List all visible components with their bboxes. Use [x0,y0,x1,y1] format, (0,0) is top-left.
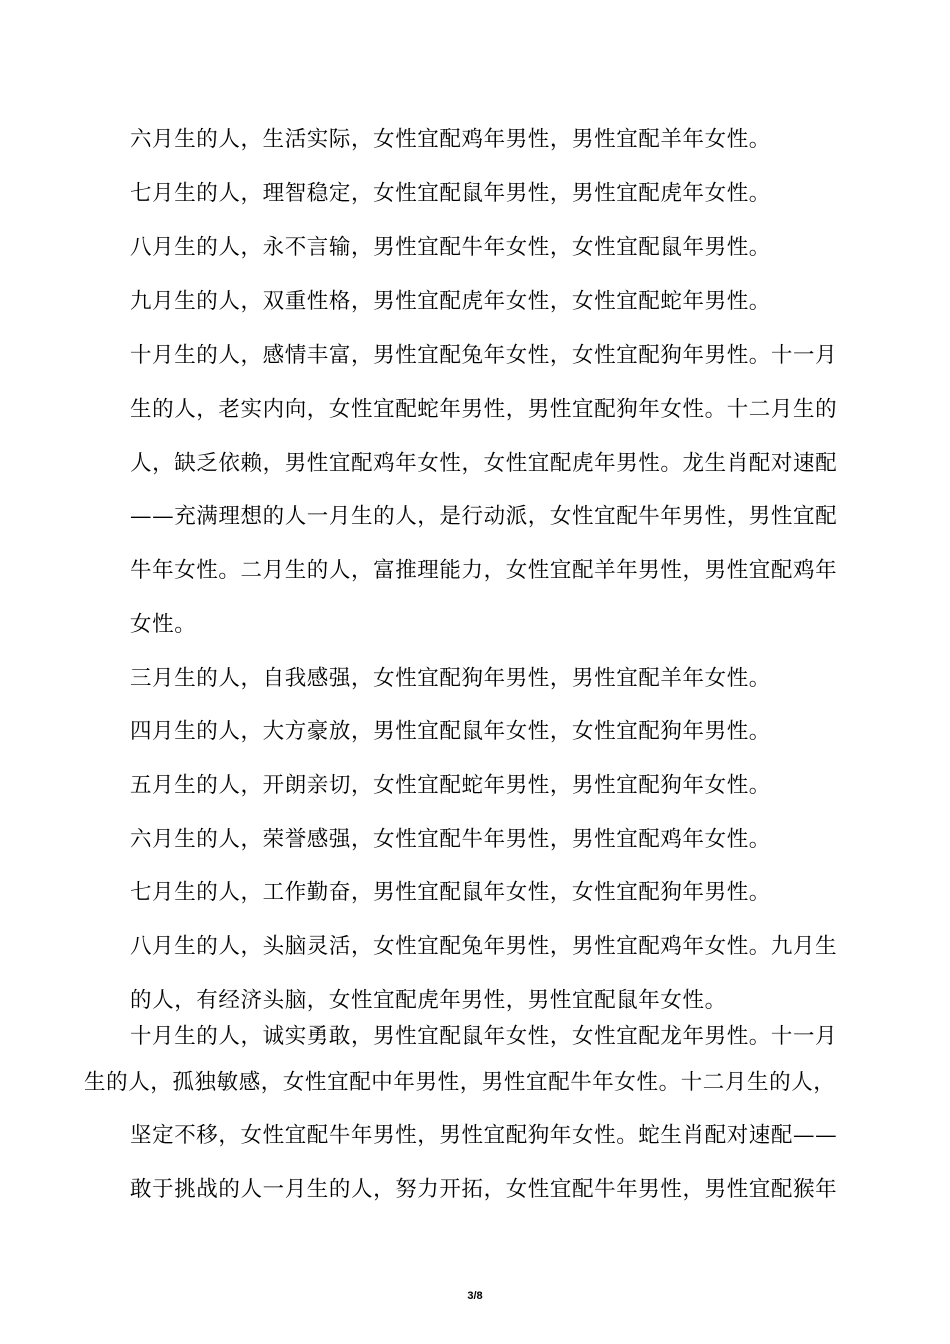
text-line: 的人，有经济头脑，女性宜配虎年男性，男性宜配鼠年女性。 [130,988,727,1013]
text-line: 八月生的人，永不言输，男性宜配牛年女性，女性宜配鼠年男性。 [130,235,771,260]
text-line: 六月生的人，荣誉感强，女性宜配牛年男性，男性宜配鸡年女性。 [130,827,771,852]
text-line: 八月生的人，头脑灵活，女性宜配兔年男性，男性宜配鸡年女性。九月生 [130,934,838,959]
text-line: 敢于挑战的人一月生的人，努力开拓，女性宜配牛年男性，男性宜配猴年 [130,1177,838,1202]
text-line: 九月生的人，双重性格，男性宜配虎年女性，女性宜配蛇年男性。 [130,289,771,314]
text-line: 四月生的人，大方豪放，男性宜配鼠年女性，女性宜配狗年男性。 [130,719,771,744]
text-line: ——充满理想的人一月生的人，是行动派，女性宜配牛年男性，男性宜配 [130,504,838,529]
text-line: 五月生的人，开朗亲切，女性宜配蛇年男性，男性宜配狗年女性。 [130,773,771,798]
text-line: 十月生的人，诚实勇敢，男性宜配鼠年女性，女性宜配龙年男性。十一月 [130,1024,838,1049]
text-line: 坚定不移，女性宜配牛年男性，男性宜配狗年女性。蛇生肖配对速配—— [130,1123,838,1148]
text-line: 女性。 [130,612,197,637]
text-line: 牛年女性。二月生的人，富推理能力，女性宜配羊年男性，男性宜配鸡年 [130,558,838,583]
text-line: 七月生的人，理智稳定，女性宜配鼠年男性，男性宜配虎年女性。 [130,181,771,206]
text-line: 七月生的人，工作勤奋，男性宜配鼠年女性，女性宜配狗年男性。 [130,880,771,905]
page-number: 3/8 [467,1290,483,1302]
text-line: 三月生的人，自我感强，女性宜配狗年男性，男性宜配羊年女性。 [130,666,771,691]
text-line: 十月生的人，感情丰富，男性宜配兔年女性，女性宜配狗年男性。十一月 [130,343,838,368]
text-line: 人，缺乏依赖，男性宜配鸡年女性，女性宜配虎年男性。龙生肖配对速配 [130,451,838,476]
text-line: 生的人，孤独敏感，女性宜配中年男性，男性宜配牛年女性。十二月生的人， [84,1070,836,1095]
text-line: 生的人，老实内向，女性宜配蛇年男性，男性宜配狗年女性。十二月生的 [130,397,838,422]
text-line: 六月生的人，生活实际，女性宜配鸡年男性，男性宜配羊年女性。 [130,127,771,152]
